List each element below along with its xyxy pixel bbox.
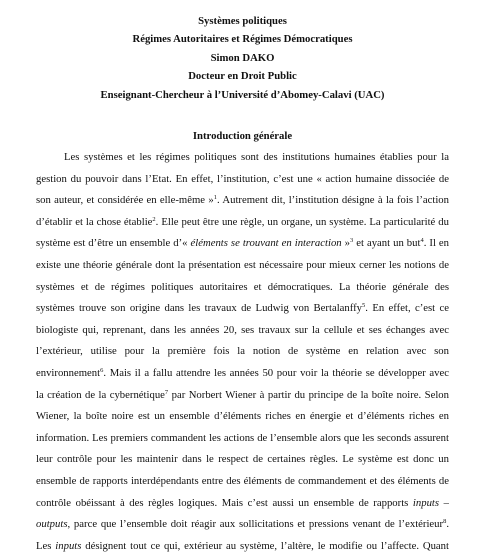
- text-line: Les inputs désignent tout ce qui, extérieur au système, l’altère, le modifie ou l’affecte. Quant: [36, 539, 449, 552]
- text-line: la création de la cybernétique$^7$ par Norbert Wiener à partir du principe de la boîte noire. Selon: [36, 388, 449, 401]
- document-header: [36, 12, 449, 104]
- text-line: l’extérieur, utilise pour la première fois la notion de système en relation avec son: [36, 345, 449, 358]
- text-line: leur contrôle pour les maintenir dans le respect de certaines règles. Le système est donc un: [36, 453, 449, 466]
- author-affiliation: Enseignant-Chercheur à l’Université d’Abomey-Calavi (UAC): [100, 88, 385, 101]
- footnote-ref[interactable]: 1: [213, 194, 217, 202]
- footnote-ref[interactable]: 8: [443, 518, 447, 526]
- author-degree: Docteur en Droit Public: [188, 70, 297, 83]
- text-line: systèmes et de régimes politiques autoritaires et démocratiques. La théorie générale des: [36, 280, 449, 293]
- text-line: outputs, parce que l’ensemble doit réagir aux sollicitations et pressions venant de l’extérieur$^8$.: [36, 518, 449, 531]
- text-line: environnement$^6$. Mais il a fallu attendre les années 50 pour voir la théorie se développer avec: [36, 366, 449, 379]
- text-line: information. Les premiers commandent les actions de l’ensemble alors que les seconds assurent: [36, 431, 449, 444]
- text-line: systèmes trouve son origine dans les travaux de Ludwig von Bertalanffy$^5$. En effet, c’est ce: [36, 302, 449, 315]
- text-line: Wiener, la boîte noire est un ensemble d’éléments riches en énergie et d’éléments riches en: [36, 410, 449, 423]
- footnote-ref[interactable]: 2: [152, 215, 156, 223]
- document-subtitle: Régimes Autoritaires et Régimes Démocratiques: [132, 33, 353, 46]
- text-line: système est d’être un ensemble d’« éléments se trouvant en interaction »$^3$ et ayant un but$^4$. Il en: [36, 237, 449, 250]
- italic-term: inputs: [55, 539, 82, 552]
- text-line: Les systèmes et les régimes politiques sont des institutions humaines établies pour la: [64, 151, 449, 164]
- footnote-ref[interactable]: 7: [164, 388, 169, 396]
- text-line: ensemble de rapports interdépendants entre des éléments de commandement et des éléments de: [36, 474, 449, 487]
- text-line: d’établir et la chose établie$^2$. Elle peut être une règle, un organe, un système. La particularité du: [36, 215, 449, 228]
- text-line: contrôle obéissant à des règles logiques. Mais c’est aussi un ensemble de rapports inputs –: [36, 496, 449, 509]
- section-title: Introduction générale: [192, 130, 293, 143]
- text-line: gestion du pouvoir dans l’Etat. En effet, l’institution, c’est une « action humaine dissociée de: [36, 172, 449, 185]
- footnote-ref[interactable]: 3: [350, 237, 354, 245]
- footnote-ref[interactable]: 4: [420, 237, 424, 245]
- footnote-ref[interactable]: 5: [362, 302, 366, 310]
- italic-term: outputs: [36, 518, 68, 531]
- body-paragraph: [36, 147, 449, 557]
- text-line: existe une théorie générale dont la présentation est nécessaire pour mieux cerner les notions de: [36, 259, 449, 271]
- document-title: Systèmes politiques: [198, 15, 287, 27]
- footnote-ref[interactable]: 6: [100, 366, 104, 374]
- text-line: biologiste qui, reprenant, dans les années 20, ses travaux sur la cellule et ses échanges avec: [36, 323, 449, 336]
- text-line: son auteur, et considérée en elle-même »$^1$. Autrement dit, l’institution désigne à la fois l’action: [36, 194, 449, 207]
- italic-quote: éléments se trouvant en interaction: [190, 237, 342, 250]
- author-name: Simon DAKO: [210, 51, 275, 64]
- italic-term: inputs: [412, 496, 440, 509]
